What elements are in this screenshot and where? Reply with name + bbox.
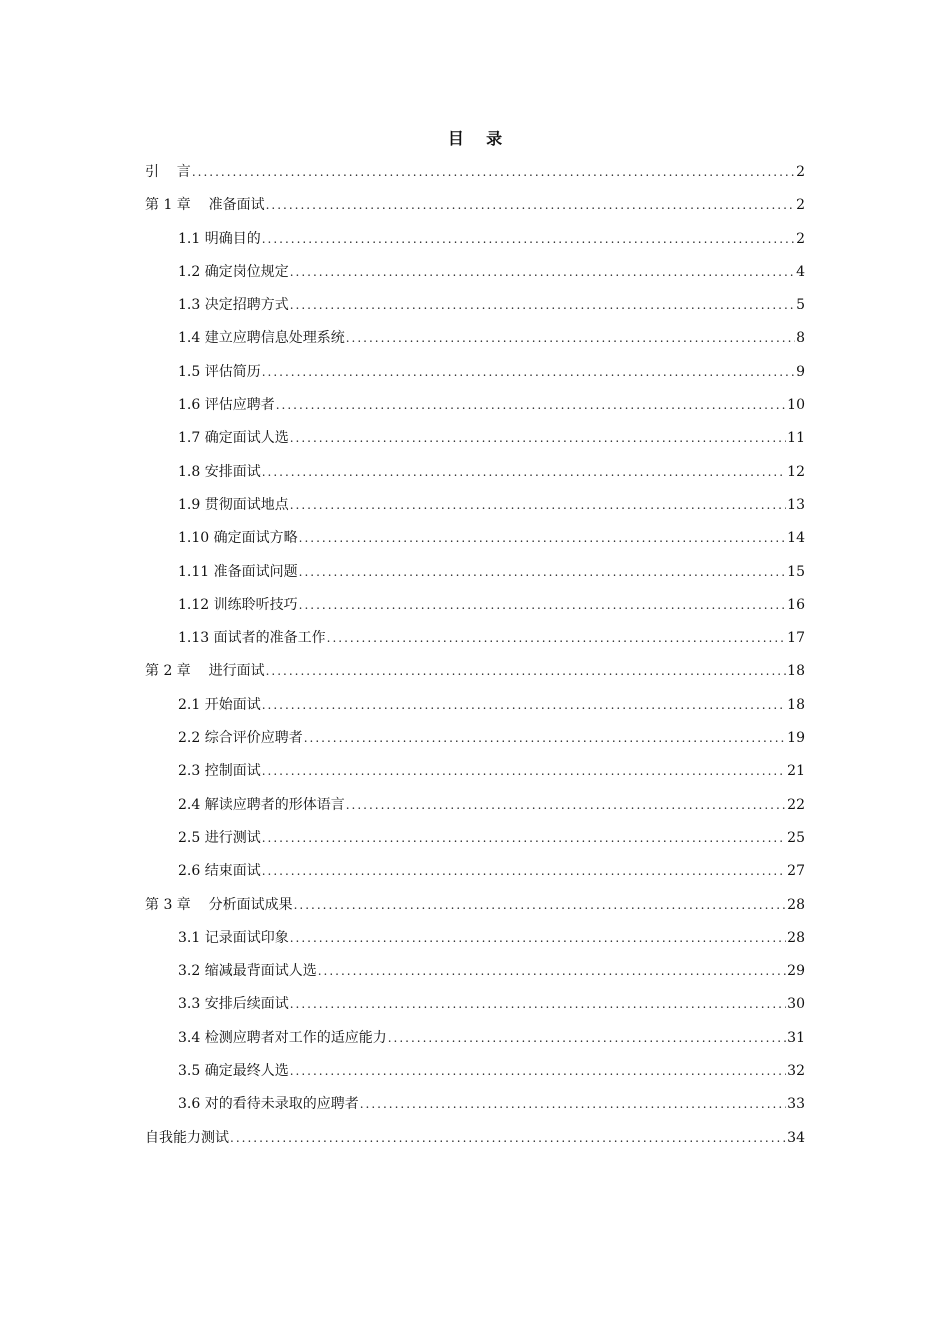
toc-entry[interactable]: [145, 356, 805, 389]
toc-entry-label: 1.8 安排面试: [178, 463, 261, 480]
toc-entry-label: 引 言: [145, 164, 191, 180]
toc-entry-page-number: 28: [787, 896, 805, 913]
toc-entry[interactable]: [145, 789, 805, 822]
toc-entry-page-number: 2: [796, 230, 805, 247]
toc-entry[interactable]: [145, 522, 805, 555]
toc-entry[interactable]: [145, 289, 805, 322]
toc-dot-leader: [290, 922, 786, 955]
toc-entry-label: 1.6 评估应聘者: [178, 397, 275, 414]
toc-dot-leader: [262, 689, 786, 722]
toc-entry[interactable]: [145, 589, 805, 622]
toc-dot-leader: [346, 789, 786, 822]
toc-entry[interactable]: [145, 689, 805, 722]
toc-entry-label: 1.2 确定岗位规定: [178, 263, 289, 280]
toc-title: 目 录: [447, 129, 503, 148]
toc-entry-page-number: 31: [787, 1029, 805, 1046]
toc-entry-label: 3.1 记录面试印象: [178, 929, 289, 946]
toc-entry-label: 3.6 对的看待未录取的应聘者: [178, 1096, 359, 1113]
toc-dot-leader: [192, 156, 795, 189]
toc-entry[interactable]: [145, 655, 805, 688]
toc-dot-leader: [230, 1122, 786, 1155]
toc-dot-leader: [318, 955, 786, 988]
toc-entry-label: 2.6 结束面试: [178, 863, 261, 880]
toc-dot-leader: [262, 822, 786, 855]
toc-entry-label: 1.9 贯彻面试地点: [178, 496, 289, 513]
toc-entry[interactable]: [145, 556, 805, 589]
toc-entry-page-number: 29: [787, 963, 805, 980]
toc-entry-label: 1.1 明确目的: [178, 230, 261, 247]
toc-entry-label: 3.5 确定最终人选: [178, 1063, 289, 1080]
toc-entry-page-number: 5: [796, 297, 805, 314]
toc-entry[interactable]: [145, 456, 805, 489]
toc-dot-leader: [266, 189, 795, 222]
toc-entry[interactable]: [145, 889, 805, 922]
toc-entry-page-number: 27: [787, 863, 805, 880]
toc-entry-label: 第 2 章 进行面试: [145, 663, 265, 680]
toc-dot-leader: [299, 522, 787, 555]
toc-entry-label: 3.2 缩减最背面试人选: [178, 963, 317, 980]
toc-entry-page-number: 11: [787, 430, 805, 447]
toc-entry-page-number: 2: [796, 197, 805, 214]
toc-dot-leader: [360, 1088, 786, 1121]
toc-entry-page-number: 4: [796, 263, 805, 280]
toc-entry-label: 第 1 章 准备面试: [145, 197, 265, 214]
toc-entry-page-number: 13: [787, 496, 805, 513]
toc-entry[interactable]: [145, 156, 805, 189]
toc-entry-label: 3.4 检测应聘者对工作的适应能力: [178, 1029, 387, 1046]
toc-dot-leader: [262, 755, 786, 788]
toc-dot-leader: [299, 556, 787, 589]
toc-dot-leader: [304, 722, 786, 755]
toc-entry[interactable]: [145, 1088, 805, 1121]
toc-entry-label: 2.3 控制面试: [178, 763, 261, 780]
toc-entry-label: 2.5 进行测试: [178, 829, 261, 846]
toc-entry-label: 1.11 准备面试问题: [178, 563, 298, 580]
toc-dot-leader: [290, 489, 786, 522]
toc-entry-page-number: 22: [787, 796, 805, 813]
toc-entry-page-number: 33: [787, 1096, 805, 1113]
toc-entry[interactable]: [145, 422, 805, 455]
toc-entry-page-number: 19: [787, 730, 805, 747]
toc-entry-page-number: 28: [787, 929, 805, 946]
toc-dot-leader: [388, 1022, 786, 1055]
toc-entry-label: 1.10 确定面试方略: [178, 530, 298, 547]
toc-entry-page-number: 18: [787, 696, 805, 713]
toc-entry[interactable]: [145, 489, 805, 522]
toc-dot-leader: [346, 322, 795, 355]
toc-entry-page-number: 8: [796, 330, 805, 347]
toc-dot-leader: [290, 988, 786, 1021]
toc-dot-leader: [290, 289, 795, 322]
toc-entry[interactable]: [145, 389, 805, 422]
toc-entry-page-number: 34: [787, 1129, 805, 1146]
toc-dot-leader: [327, 622, 787, 655]
toc-entry-label: 3.3 安排后续面试: [178, 996, 289, 1013]
table-of-contents: [145, 156, 805, 1155]
toc-entry-page-number: 32: [787, 1063, 805, 1080]
toc-entry[interactable]: [145, 256, 805, 289]
toc-entry-page-number: 12: [787, 463, 805, 480]
toc-entry-page-number: 21: [787, 763, 805, 780]
toc-entry-label: 1.4 建立应聘信息处理系统: [178, 330, 345, 347]
toc-entry-label: 1.3 决定招聘方式: [178, 297, 289, 314]
toc-dot-leader: [299, 589, 787, 622]
toc-entry-label: 1.5 评估简历: [178, 363, 261, 380]
toc-dot-leader: [294, 889, 787, 922]
toc-entry-label: 自我能力测试: [145, 1129, 229, 1146]
toc-entry-page-number: 18: [787, 663, 805, 680]
toc-dot-leader: [290, 1055, 786, 1088]
toc-entry-page-number: 16: [787, 596, 805, 613]
toc-entry-page-number: 2: [796, 164, 805, 180]
toc-dot-leader: [262, 223, 795, 256]
toc-entry-page-number: 9: [796, 363, 805, 380]
toc-entry-label: 1.12 训练聆听技巧: [178, 596, 298, 613]
toc-dot-leader: [262, 855, 786, 888]
toc-entry[interactable]: [145, 1055, 805, 1088]
toc-entry-label: 1.7 确定面试人选: [178, 430, 289, 447]
toc-entry-page-number: 15: [787, 563, 805, 580]
toc-entry-page-number: 30: [787, 996, 805, 1013]
toc-dot-leader: [290, 422, 786, 455]
toc-dot-leader: [266, 655, 787, 688]
toc-entry[interactable]: [145, 755, 805, 788]
toc-entry-page-number: 25: [787, 829, 805, 846]
toc-entry-label: 1.13 面试者的准备工作: [178, 630, 326, 647]
toc-entry[interactable]: [145, 322, 805, 355]
toc-entry-page-number: 10: [787, 397, 805, 414]
toc-entry[interactable]: [145, 1022, 805, 1055]
toc-entry-label: 第 3 章 分析面试成果: [145, 896, 293, 913]
toc-entry-page-number: 14: [787, 530, 805, 547]
toc-entry-label: 2.4 解读应聘者的形体语言: [178, 796, 345, 813]
toc-entry[interactable]: [145, 822, 805, 855]
toc-dot-leader: [262, 356, 795, 389]
toc-dot-leader: [276, 389, 786, 422]
toc-dot-leader: [290, 256, 795, 289]
toc-entry[interactable]: [145, 622, 805, 655]
toc-entry-label: 2.2 综合评价应聘者: [178, 730, 303, 747]
toc-entry[interactable]: [145, 855, 805, 888]
toc-entry[interactable]: [145, 1122, 805, 1155]
toc-entry[interactable]: [145, 189, 805, 222]
toc-dot-leader: [262, 456, 786, 489]
toc-entry-page-number: 17: [787, 630, 805, 647]
toc-entry[interactable]: [145, 988, 805, 1021]
toc-entry[interactable]: [145, 922, 805, 955]
toc-entry[interactable]: [145, 223, 805, 256]
toc-entry[interactable]: [145, 955, 805, 988]
toc-entry-label: 2.1 开始面试: [178, 696, 261, 713]
toc-entry[interactable]: [145, 722, 805, 755]
